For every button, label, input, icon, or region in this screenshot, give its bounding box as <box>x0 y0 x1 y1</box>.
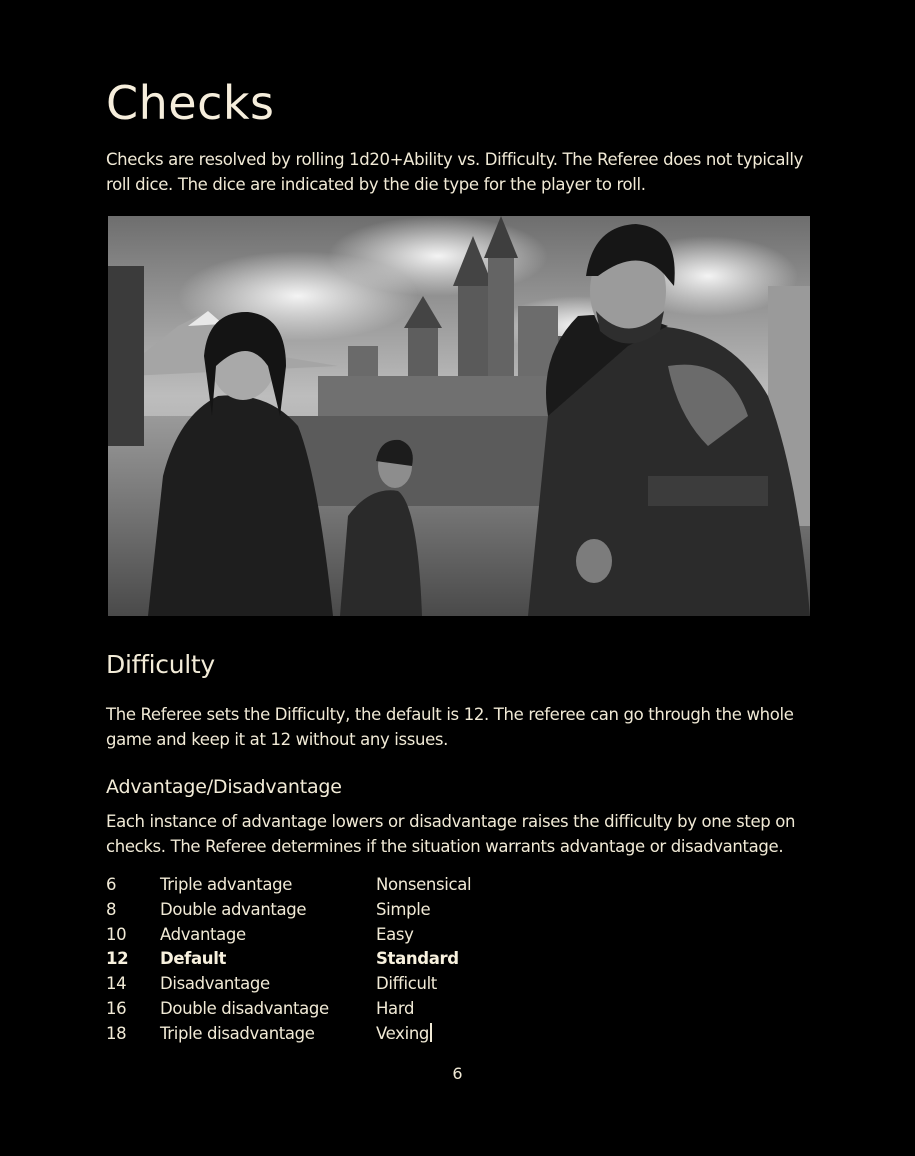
difficulty-label: Simple <box>376 899 431 919</box>
difficulty-modifier: Disadvantage <box>160 974 270 994</box>
difficulty-value: 8 <box>106 899 117 919</box>
difficulty-value: 16 <box>106 998 127 1018</box>
table-row <box>106 873 606 898</box>
difficulty-value: 10 <box>106 924 127 944</box>
text-cursor <box>430 1023 432 1042</box>
difficulty-value: 12 <box>106 949 129 969</box>
advantage-paragraph: Each instance of advantage lowers or disadvantage raises the difficulty by one step on checks. The Referee determines if the situation warrants advantage or disadvantage. <box>106 812 796 856</box>
table-row <box>106 898 606 923</box>
difficulty-label-with-cursor[interactable] <box>376 1022 432 1047</box>
difficulty-label: Difficult <box>376 974 437 994</box>
table-row <box>106 923 606 948</box>
fantasy-city-illustration-icon <box>108 216 810 616</box>
page-title: Checks <box>106 76 275 130</box>
difficulty-table <box>106 873 606 1047</box>
page-number: 6 <box>452 1064 463 1083</box>
difficulty-label: Hard <box>376 998 415 1018</box>
table-row-default <box>106 947 606 972</box>
difficulty-value: 6 <box>106 875 117 894</box>
difficulty-value: 14 <box>106 974 127 994</box>
table-row <box>106 997 606 1022</box>
intro-paragraph: Checks are resolved by rolling 1d20+Ability vs. Difficulty. The Referee does not typically roll dice. The dice are indicated by the die type for the player to roll. <box>106 150 804 194</box>
difficulty-heading: Difficulty <box>106 650 215 679</box>
table-row <box>106 1022 606 1047</box>
fantasy-city-illustration <box>108 216 810 616</box>
difficulty-modifier: Double advantage <box>160 899 307 919</box>
table-row <box>106 972 606 997</box>
difficulty-modifier: Triple advantage <box>160 875 292 894</box>
difficulty-modifier: Triple disadvantage <box>160 1023 315 1043</box>
difficulty-label: Nonsensical <box>376 875 472 894</box>
difficulty-label: Vexing <box>376 1023 430 1043</box>
advantage-heading: Advantage/Disadvantage <box>106 776 342 798</box>
difficulty-paragraph: The Referee sets the Difficulty, the default is 12. The referee can go through the whole game and keep it at 12 without any issues. <box>106 705 794 749</box>
difficulty-modifier: Advantage <box>160 924 246 944</box>
difficulty-modifier: Default <box>160 949 227 969</box>
difficulty-value: 18 <box>106 1023 127 1043</box>
difficulty-label: Easy <box>376 924 414 944</box>
difficulty-modifier: Double disadvantage <box>160 998 329 1018</box>
difficulty-label: Standard <box>376 949 459 969</box>
